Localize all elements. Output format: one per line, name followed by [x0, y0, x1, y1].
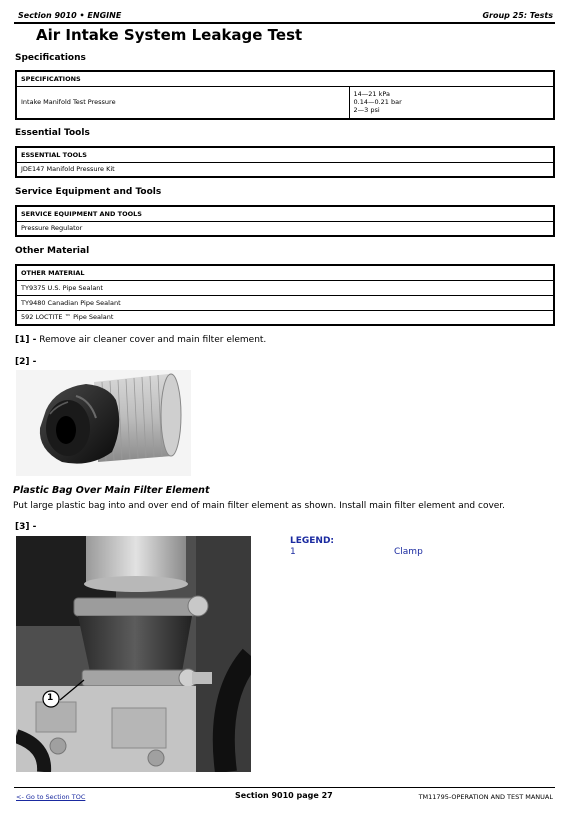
footer-rule — [14, 787, 555, 788]
step-1-number: [1] - — [15, 335, 37, 345]
page-number: Section 9010 page 27 — [235, 791, 333, 800]
other-material-table-header: OTHER MATERIAL — [16, 265, 554, 280]
toc-link[interactable]: <- Go to Section TOC — [16, 793, 86, 801]
step-1-text: Remove air cleaner cover and main filter element. — [39, 335, 267, 345]
service-equipment-table-header: SERVICE EQUIPMENT AND TOOLS — [16, 206, 554, 221]
essential-tools-table-header: ESSENTIAL TOOLS — [16, 147, 554, 162]
service-equipment-item: Pressure Regulator — [16, 221, 554, 236]
specifications-heading: Specifications — [15, 53, 86, 63]
essential-tools-heading: Essential Tools — [15, 128, 90, 138]
spec-value-kpa: 14—21 kPa — [353, 90, 390, 99]
other-material-item: TY9480 Canadian Pipe Sealant — [16, 295, 554, 310]
service-equipment-table — [15, 205, 555, 237]
manual-name: TM11795-OPERATION AND TEST MANUAL — [418, 793, 553, 801]
legend-heading: LEGEND: — [290, 536, 335, 546]
header-section: Section 9010 • ENGINE — [18, 11, 122, 20]
other-material-item: TY9375 U.S. Pipe Sealant — [16, 280, 554, 295]
specifications-table-header: SPECIFICATIONS — [16, 71, 554, 86]
essential-tool-item: JDE147 Manifold Pressure Kit — [16, 162, 554, 177]
other-material-heading: Other Material — [15, 246, 90, 256]
header-rule — [14, 22, 555, 24]
essential-tools-table — [15, 146, 555, 178]
step-3-number: [3] - — [15, 522, 37, 532]
legend-item-label: Clamp — [394, 547, 423, 557]
figure-caption: Plastic Bag Over Main Filter Element — [13, 485, 210, 496]
legend-item-number: 1 — [290, 547, 296, 557]
spec-value-bar: 0.14—0.21 bar — [353, 98, 402, 107]
step-2-number: [2] - — [15, 357, 37, 367]
other-material-table — [15, 264, 555, 326]
callout-1-label: 1 — [47, 693, 54, 703]
other-material-item: 592 LOCTITE ™ Pipe Sealant — [16, 310, 554, 325]
instruction-text: Put large plastic bag into and over end of main filter element as shown. Install main filter element and cover. — [13, 501, 506, 511]
spec-label: Intake Manifold Test Pressure — [16, 86, 349, 119]
spec-values — [349, 86, 554, 119]
filter-bag-photo — [16, 370, 191, 476]
service-equipment-heading: Service Equipment and Tools — [15, 187, 162, 197]
step-2 — [15, 357, 36, 367]
page-title: Air Intake System Leakage Test — [36, 26, 303, 44]
step-3 — [15, 522, 36, 532]
clamp-photo — [16, 536, 251, 772]
step-1 — [15, 335, 266, 345]
header-group: Group 25: Tests — [482, 11, 553, 20]
specifications-table — [15, 70, 555, 120]
spec-value-psi: 2—3 psi — [353, 106, 380, 115]
